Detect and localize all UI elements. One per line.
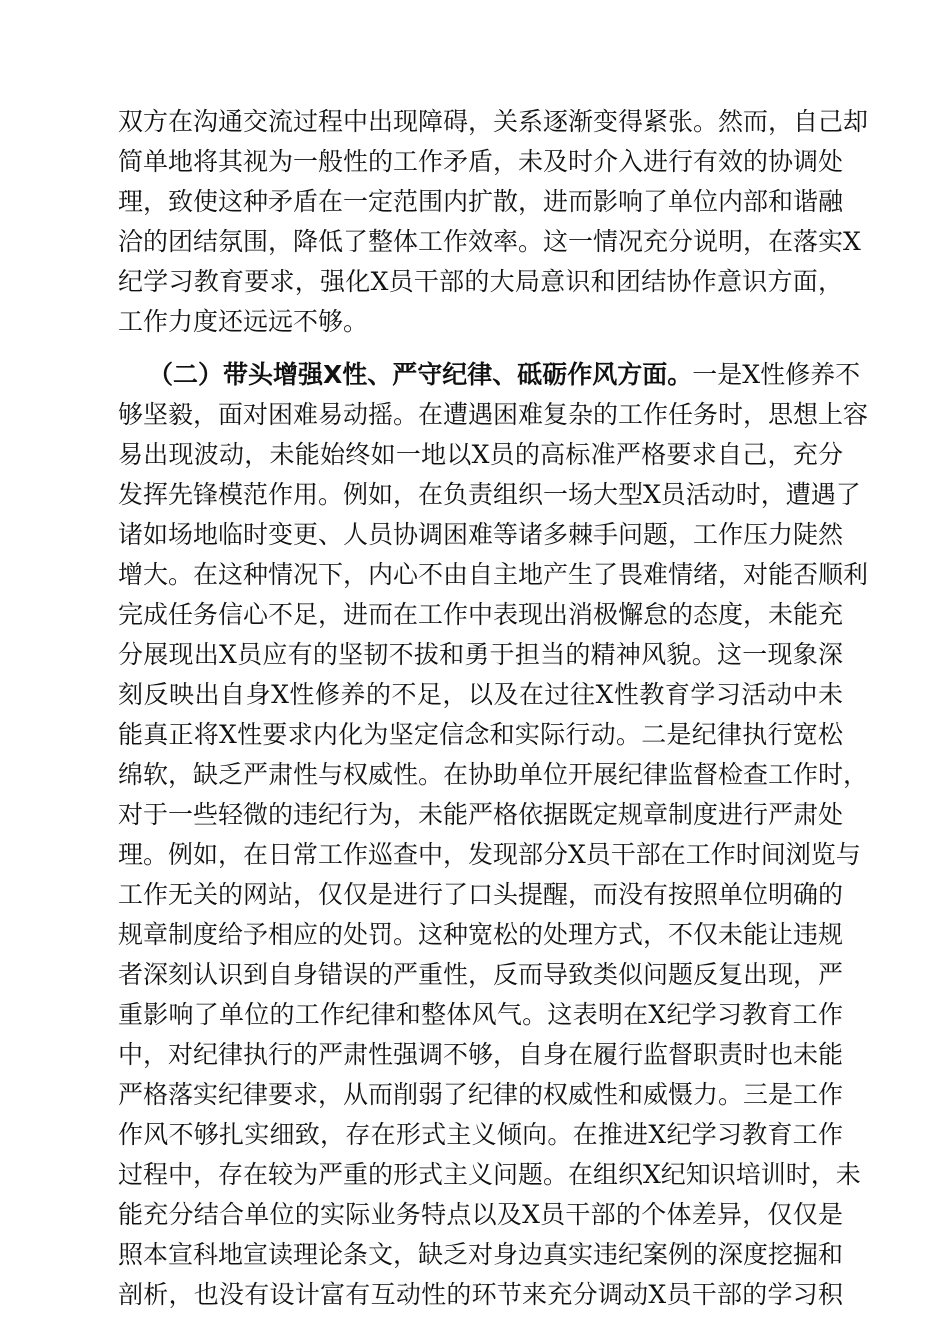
- text-line: 分展现出X员应有的坚韧不拔和勇于担当的精神风貌。这一现象深: [118, 640, 843, 669]
- text-line: 中，对纪律执行的严肃性强调不够，自身在履行监督职责时也未能: [118, 1040, 844, 1069]
- text-line: 严格落实纪律要求，从而削弱了纪律的权威性和威慑力。三是工作: [118, 1080, 844, 1109]
- text-line: 工作无关的网站，仅仅是进行了口头提醒，而没有按照单位明确的: [118, 880, 844, 909]
- text-line: 洽的团结氛围，降低了整体工作效率。这一情况充分说明，在落实X: [118, 227, 861, 256]
- text-line: 过程中，存在较为严重的形式主义问题。在组织X纪知识培训时，未: [118, 1160, 861, 1189]
- paragraph-first-line: [148, 355, 861, 395]
- text-line: 规章制度给予相应的处罚。这种宽松的处理方式，不仅未能让违规: [118, 920, 844, 949]
- text-line: 理，致使这种矛盾在一定范围内扩散，进而影响了单位内部和谐融: [118, 187, 844, 216]
- text-line: 对于一些轻微的违纪行为，未能严格依据既定规章制度进行严肃处: [118, 800, 844, 829]
- text-line: 作风不够扎实细致，存在形式主义倾向。在推进X纪学习教育工作: [118, 1120, 843, 1149]
- text-line: 绵软，缺乏严肃性与权威性。在协助单位开展纪律监督检查工作时，: [118, 760, 869, 789]
- text-line: 够坚毅，面对困难易动摇。在遭遇困难复杂的工作任务时，思想上容: [118, 400, 869, 429]
- text-line: 剖析，也没有设计富有互动性的环节来充分调动X员干部的学习积: [118, 1280, 843, 1309]
- text-line: 完成任务信心不足，进而在工作中表现出消极懈怠的态度，未能充: [118, 600, 844, 629]
- text-line: 能充分结合单位的实际业务特点以及X员干部的个体差异，仅仅是: [118, 1200, 843, 1229]
- section-heading: （二）带头增强X性、严守纪律、砥砺作风方面。: [148, 360, 693, 389]
- text-line: 理。例如，在日常工作巡查中，发现部分X员干部在工作时间浏览与: [118, 840, 861, 869]
- text-line: 发挥先锋模范作用。例如，在负责组织一场大型X员活动时，遭遇了: [118, 480, 861, 509]
- text-line: 者深刻认识到自身错误的严重性，反而导致类似问题反复出现，严: [118, 960, 844, 989]
- text-line: 重影响了单位的工作纪律和整体风气。这表明在X纪学习教育工作: [118, 1000, 843, 1029]
- text-span: 一是X性修养不: [692, 360, 861, 389]
- text-line: 诸如场地临时变更、人员协调困难等诸多棘手问题，工作压力陡然: [118, 520, 844, 549]
- text-line: 增大。在这种情况下，内心不由自主地产生了畏难情绪，对能否顺利: [118, 560, 869, 589]
- text-line: 纪学习教育要求，强化X员干部的大局意识和团结协作意识方面，: [118, 267, 843, 296]
- text-line: 易出现波动，未能始终如一地以X员的高标准严格要求自己，充分: [118, 440, 843, 469]
- text-line: 能真正将X性要求内化为坚定信念和实际行动。二是纪律执行宽松: [118, 720, 843, 749]
- text-line: 刻反映出自身X性修养的不足，以及在过往X性教育学习活动中未: [118, 680, 843, 709]
- text-line: 照本宣科地宣读理论条文，缺乏对身边真实违纪案例的深度挖掘和: [118, 1240, 844, 1269]
- text-line: 简单地将其视为一般性的工作矛盾，未及时介入进行有效的协调处: [118, 147, 844, 176]
- text-line: 工作力度还远远不够。: [118, 307, 369, 336]
- text-line: 双方在沟通交流过程中出现障碍，关系逐渐变得紧张。然而，自己却: [118, 107, 869, 136]
